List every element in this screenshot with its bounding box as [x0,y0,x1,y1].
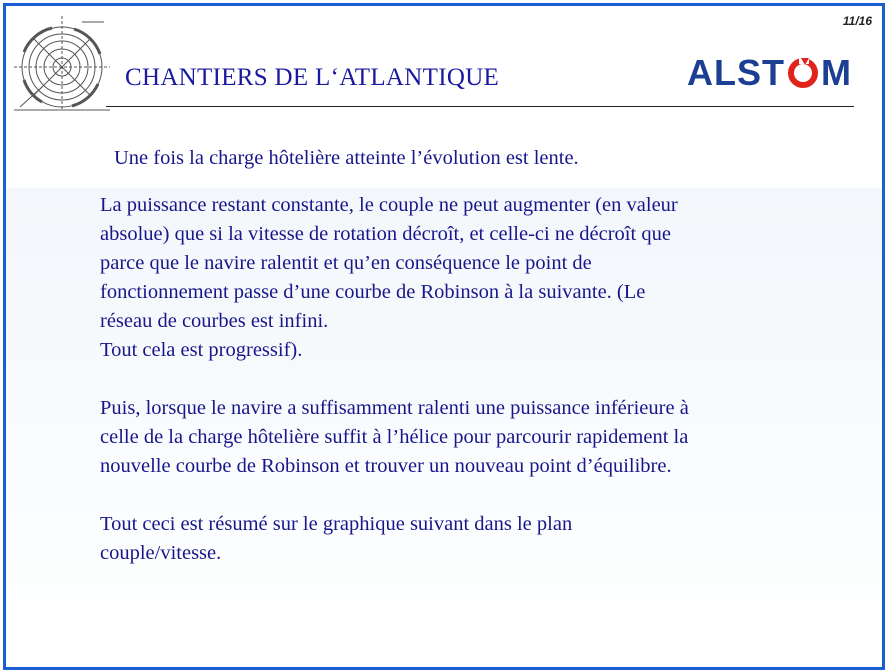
text-line: parce que le navire ralentit et qu’en conséquence le point de [100,252,592,274]
body-text [100,191,860,597]
text-line: couple/vitesse. [100,542,222,564]
text-line: Tout ceci est résumé sur le graphique suivant dans le plan [100,513,573,535]
slide-title: CHANTIERS DE L‘ATLANTIQUE [125,64,500,91]
alstom-logo-suffix: M [821,52,852,93]
text-line: fonctionnement passe d’une courbe de Robinson à la suivante. (Le [100,281,646,303]
slide-frame [3,3,885,670]
text-line: La puissance restant constante, le couple ne peut augmenter (en valeur [100,194,678,216]
alstom-logo [687,52,852,94]
text-line: nouvelle courbe de Robinson et trouver un nouveau point d’équilibre. [100,455,672,477]
propeller-drawing-emblem [12,12,112,112]
text-line: réseau de courbes est infini. [100,310,329,332]
alstom-o-mark-icon [786,56,820,90]
text-line: Tout cela est progressif). [100,339,303,361]
paragraph-2 [100,394,860,481]
text-line: absolue) que si la vitesse de rotation décroît, et celle-ci ne décroît que [100,223,671,245]
page-number: 11/16 [842,14,872,28]
paragraph-1 [100,191,860,365]
alstom-logo-prefix: ALST [687,52,785,93]
title-underline [106,106,854,107]
text-line: Puis, lorsque le navire a suffisamment ralenti une puissance inférieure à [100,397,689,419]
text-line: celle de la charge hôtelière suffit à l’hélice pour parcourir rapidement la [100,426,689,448]
paragraph-3 [100,510,860,568]
intro-text: Une fois la charge hôtelière atteinte l’évolution est lente. [114,147,579,169]
